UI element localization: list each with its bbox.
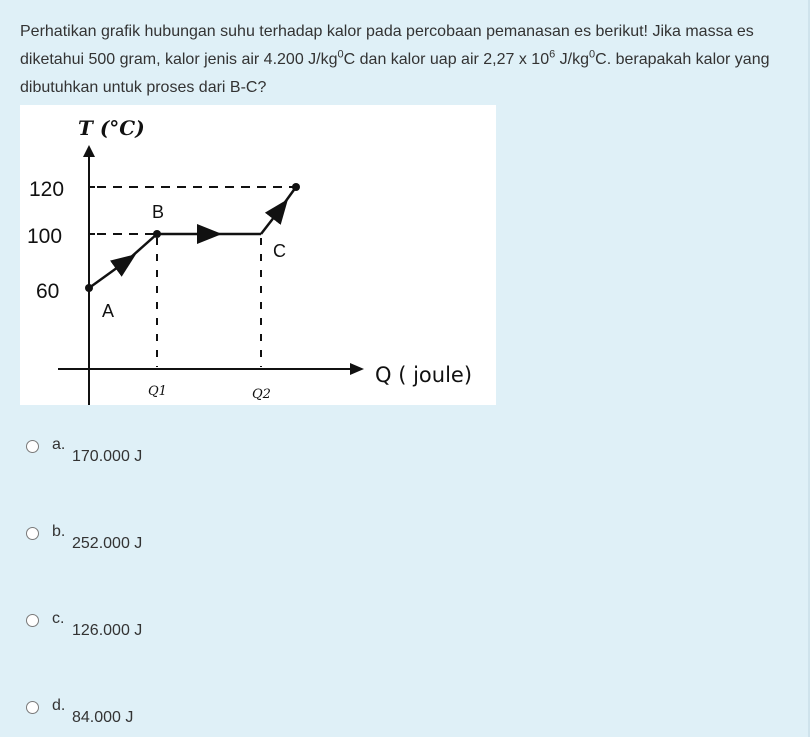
point-label-b: B: [152, 202, 165, 222]
x-axis-label: Q ( joule): [375, 363, 473, 387]
option-c-radio[interactable]: [26, 614, 39, 627]
y-tick-label-100: 100: [27, 225, 63, 248]
question-text-part-3: J/kg: [555, 51, 590, 68]
point-end: [292, 183, 300, 191]
question-text: [20, 18, 795, 102]
superscript-degree-2: 0: [589, 48, 596, 61]
heating-graph-figure: [20, 105, 496, 405]
option-d-text[interactable]: 84.000 J: [72, 709, 134, 726]
superscript-exponent: 6: [549, 48, 556, 61]
superscript-degree-1: 0: [337, 48, 344, 61]
option-a-radio[interactable]: [26, 440, 39, 453]
point-label-a: A: [102, 301, 115, 321]
option-a-letter: a.: [52, 436, 66, 453]
question-text-part-1: Perhatikan grafik hubungan suhu terhadap kalor pada percobaan pemanasan es berikut! Jika massa es diketahui 500 gram, kalor jenis air 4.200 J/kg: [20, 23, 754, 68]
x-tick-label-q1: Q1: [148, 384, 167, 399]
point-label-c: C: [273, 241, 286, 261]
option-b-radio[interactable]: [26, 527, 39, 540]
point-60: [85, 284, 93, 292]
option-d-letter: d.: [52, 697, 66, 714]
segment-heating-to-b-end: [130, 234, 157, 258]
option-c-letter: c.: [52, 610, 65, 627]
option-a-text[interactable]: 170.000 J: [72, 448, 143, 465]
option-d-radio[interactable]: [26, 701, 39, 714]
y-tick-label-60: 60: [36, 280, 60, 303]
y-axis-arrow: [83, 145, 95, 157]
segment-c-up: [261, 203, 285, 234]
question-text-part-4: C. berapakah kalor yang dibutuhkan untuk proses dari B-C?: [20, 51, 770, 96]
option-c-text[interactable]: 126.000 J: [72, 622, 143, 639]
heating-graph: [20, 105, 496, 405]
point-b: [153, 230, 161, 238]
y-tick-label-120: 120: [29, 178, 65, 201]
option-b-text[interactable]: 252.000 J: [72, 535, 143, 552]
y-axis-label: T (°C): [78, 116, 145, 140]
segment-heating-to-b: [89, 257, 132, 288]
option-b-letter: b.: [52, 523, 66, 540]
x-axis-arrow: [350, 363, 364, 375]
x-tick-label-q2: Q2: [252, 387, 271, 402]
question-text-part-2: C dan kalor uap air 2,27 x 10: [343, 51, 550, 68]
